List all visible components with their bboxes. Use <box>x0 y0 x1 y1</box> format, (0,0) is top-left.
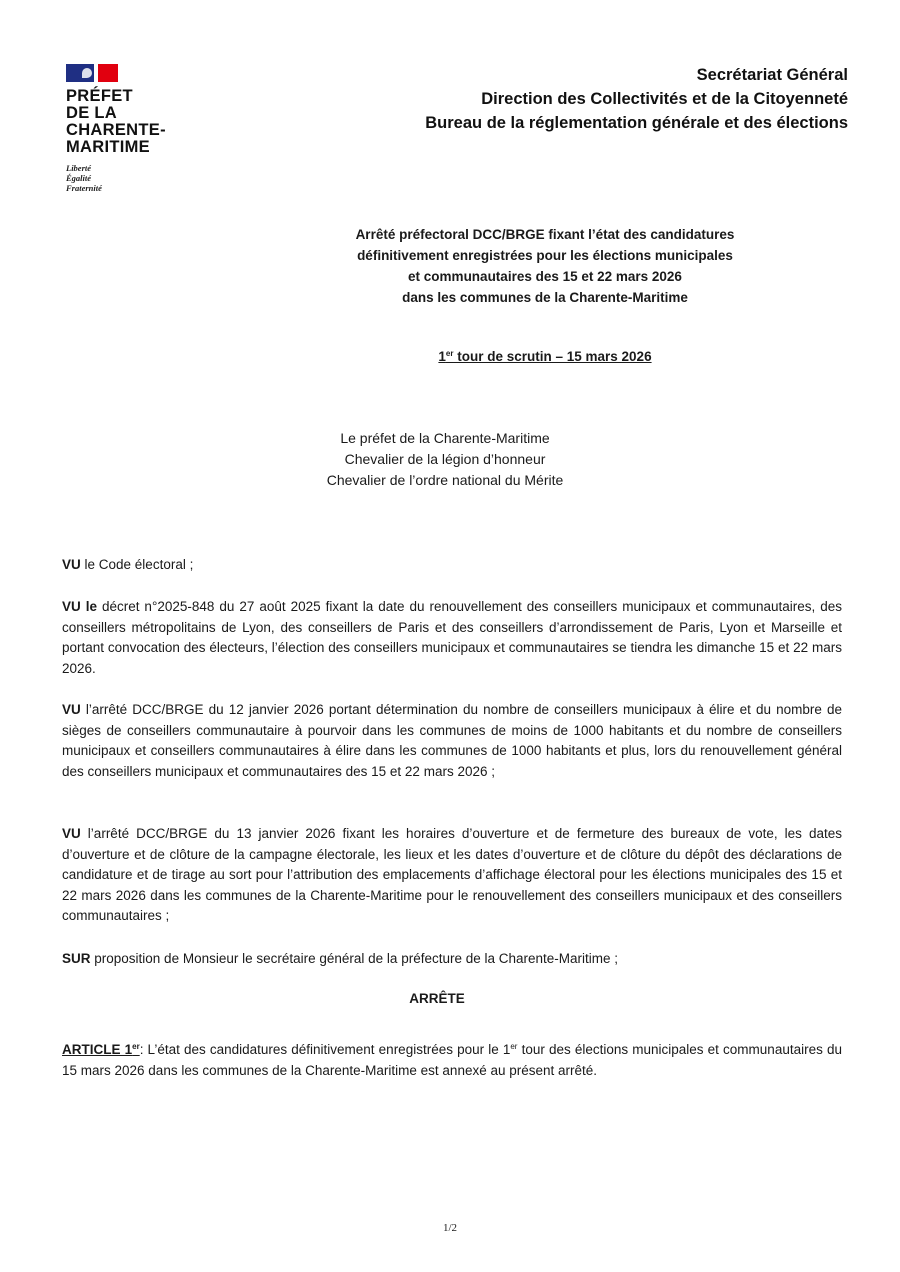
page-number: 1/2 <box>442 1222 458 1234</box>
proposal-paragraph: SUR proposition de Monsieur le secrétaire général de la préfecture de la Charente-Maritime ; <box>62 951 619 966</box>
article-1-label: ARTICLE 1er <box>62 1042 140 1057</box>
visa-decree: VU le décret n°2025-848 du 27 août 2025 fixant la date du renouvellement des conseillers municipaux et communautaires, des conseillers métropolitains de Lyon, des conseillers de Paris et des conseillers d’arrondissement de Paris, Lyon et Marseille et portant convocation des électeurs, l’élection des conseillers municipaux et communautaires se tiendra les dimanche 15 et 22 mars 2026. <box>62 599 842 676</box>
header-line-direction: Direction des Collectivités et de la Citoyenneté <box>481 90 848 108</box>
prefect-titles: Le préfet de la Charente-Maritime Chevalier de la légion d’honneur Chevalier de l’ordre national du Mérite <box>326 430 564 488</box>
marianne-flag-icon <box>66 64 118 82</box>
document-title: Arrêté préfectoral DCC/BRGE fixant l’état des candidatures définitivement enregistrées pour les élections municipales et communautaires des 15 et 22 mars 2026 dans les communes de la Charente-Maritime <box>355 227 735 305</box>
visa-arrete-13-janvier: VU l’arrêté DCC/BRGE du 13 janvier 2026 fixant les horaires d’ouverture et de fermeture des bureaux de vote, les dates d’ouverture et de clôture de la campagne électorale, les lieux et les dates d’ouverture et de clôture du dépôt des déclarations de candidature et de tirage au sort pour l’attribution des emplacements d’affichage électoral pour les élections municipales des 15 et 22 mars 2026 dans les communes de la Charente-Maritime pour le renouvellement des conseillers municipaux et des conseillers communautaires ; <box>62 826 842 923</box>
logo-title: PRÉFET DE LA CHARENTE- MARITIME <box>66 87 166 156</box>
visa-arrete-12-janvier: VU l’arrêté DCC/BRGE du 12 janvier 2026 portant détermination du nombre de conseillers municipaux à élire et du nombre de sièges de conseillers communautaire à pourvoir dans les communes de moins de 1000 habitants et du nombre de conseillers municipaux et conseillers communautaires à élire dans les communes de 1000 habitants et plus, lors du renouvellement général des conseillers municipaux et communautaires des 15 et 22 mars 2026 ; <box>62 702 842 779</box>
header-line-secretariat: Secrétariat Général <box>696 66 848 84</box>
issuing-department-header <box>425 63 848 135</box>
article-1: ARTICLE 1er: L’état des candidatures définitivement enregistrées pour le 1er tour des élections municipales et communautaires du 15 mars 2026 dans les communes de la Charente-Maritime est annexé au présent arrêté. <box>62 1042 842 1078</box>
prefecture-logo <box>66 64 206 193</box>
header-line-bureau: Bureau de la réglementation générale et des élections <box>425 114 848 132</box>
round-subtitle: 1er tour de scrutin – 15 mars 2026 <box>438 349 652 364</box>
republic-motto: Liberté Égalité Fraternité <box>66 163 102 193</box>
arrete-heading: ARRÊTE <box>409 991 465 1006</box>
visa-electoral-code: VU le Code électoral ; <box>62 557 194 572</box>
